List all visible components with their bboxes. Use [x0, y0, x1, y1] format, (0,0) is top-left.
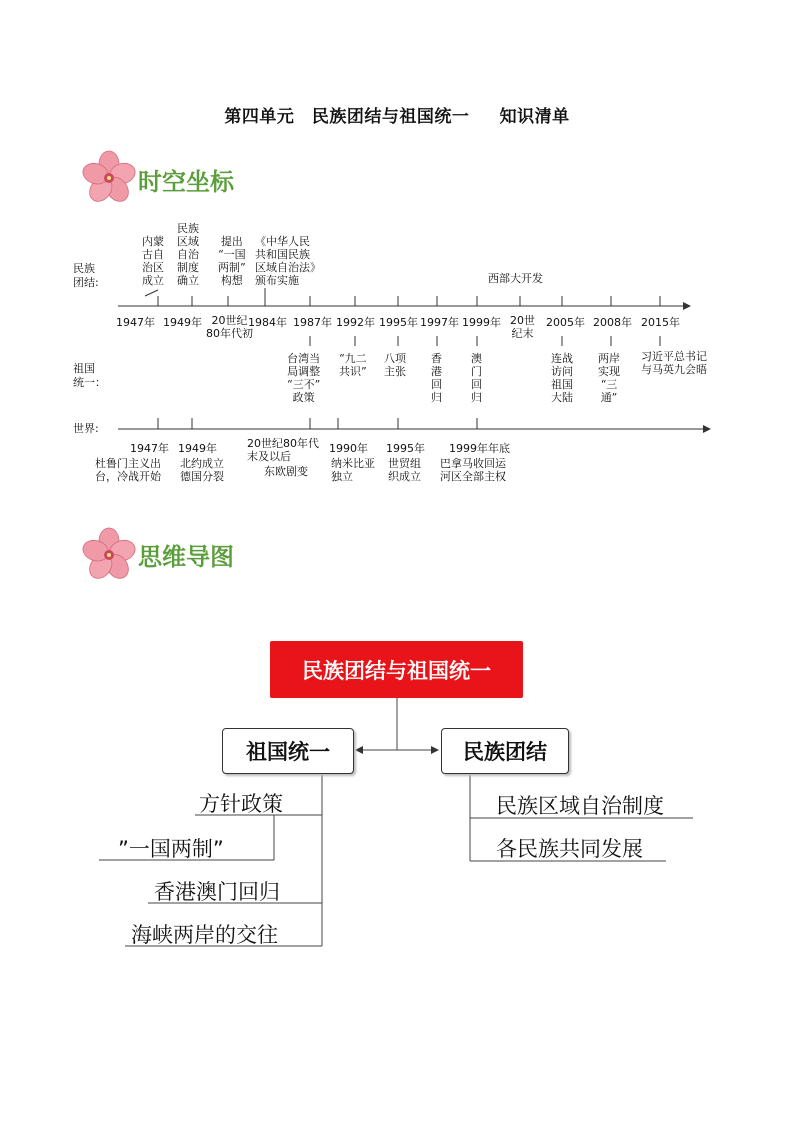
row-label-world: 世界: — [73, 422, 99, 435]
year-1999: 1999年 — [462, 316, 501, 329]
world-event-1949: 北约成立 德国分裂 — [180, 457, 224, 483]
ethnic-event-80s: 提出 “一国 两制” 构想 — [218, 235, 246, 287]
world-year-1999: 1999年年底 — [449, 442, 510, 455]
mindmap-leaf-one-country: ”一国两制” — [118, 837, 224, 861]
year-2008: 2008年 — [593, 316, 632, 329]
ethnic-event-1949: 民族 区域 自治 制度 确立 — [177, 222, 199, 287]
timeline-heading: 时空坐标 — [138, 168, 234, 196]
ethnic-event-1984: 《中华人民 共和国民族 区域自治法》 颁布实施 — [255, 235, 321, 287]
mindmap-node-unity: 祖国统一 — [222, 728, 354, 774]
mindmap-leaf-cross-strait: 海峡两岸的交往 — [131, 923, 278, 947]
row-label-ethnic: 民族 团结: — [73, 262, 99, 289]
world-year-1995: 1995年 — [386, 442, 425, 455]
mindmap-root: 民族团结与祖国统一 — [270, 641, 523, 698]
ethnic-event-1947: 内蒙 古自 治区 成立 — [142, 235, 164, 287]
world-event-1995: 世贸组 织成立 — [388, 457, 421, 483]
unity-event-1987: 台湾当 局调整 “三不” 政策 — [287, 352, 321, 404]
unity-event-1992: “九二 共识” — [339, 352, 367, 378]
ethnic-event-20end: 西部大开发 — [488, 272, 543, 285]
year-1984: 1984年 — [248, 316, 287, 329]
world-year-1947: 1947年 — [130, 442, 169, 455]
world-event-80s: 东欧剧变 — [264, 465, 308, 478]
world-event-1947: 杜鲁门主义出 台，冷战开始 — [95, 457, 161, 483]
year-1997: 1997年 — [420, 316, 459, 329]
world-year-80s: 20世纪80年代 末及以后 — [247, 437, 319, 463]
year-1947: 1947年 — [116, 316, 155, 329]
mindmap-leaf-autonomy: 民族区域自治制度 — [496, 794, 664, 818]
unity-event-2008: 两岸 实现 “三 通” — [598, 352, 620, 404]
world-event-1990: 纳米比亚 独立 — [331, 457, 375, 483]
year-2005: 2005年 — [546, 316, 585, 329]
year-1995: 1995年 — [379, 316, 418, 329]
unity-event-2015: 习近平总书记 与马英九会晤 — [641, 350, 707, 376]
year-1987: 1987年 — [293, 316, 332, 329]
mindmap-node-ethnic: 民族团结 — [441, 728, 569, 774]
year-20end: 20世 纪末 — [510, 314, 535, 340]
year-1949: 1949年 — [163, 316, 202, 329]
mindmap-leaf-hk-macao: 香港澳门回归 — [154, 880, 280, 904]
unity-event-2005: 连战 访问 祖国 大陆 — [551, 352, 573, 404]
mindmap-leaf-common-development: 各民族共同发展 — [496, 837, 643, 861]
world-year-1990: 1990年 — [329, 442, 368, 455]
year-2015: 2015年 — [641, 316, 680, 329]
world-event-1999: 巴拿马收回运 河区全部主权 — [440, 457, 506, 483]
unity-event-1997: 香 港 回 归 — [431, 352, 442, 404]
unity-event-1999: 澳 门 回 归 — [471, 352, 482, 404]
year-20c80: 20世纪 80年代初 — [206, 314, 253, 340]
unity-event-1995: 八项 主张 — [384, 352, 406, 378]
world-year-1949: 1949年 — [178, 442, 217, 455]
year-1992: 1992年 — [336, 316, 375, 329]
row-label-unity: 祖国 统一： — [73, 362, 106, 389]
mindmap-heading: 思维导图 — [138, 543, 234, 571]
page-title: 第四单元 民族团结与祖国统一 知识清单 — [224, 107, 570, 127]
mindmap-leaf-policy: 方针政策 — [199, 792, 283, 816]
